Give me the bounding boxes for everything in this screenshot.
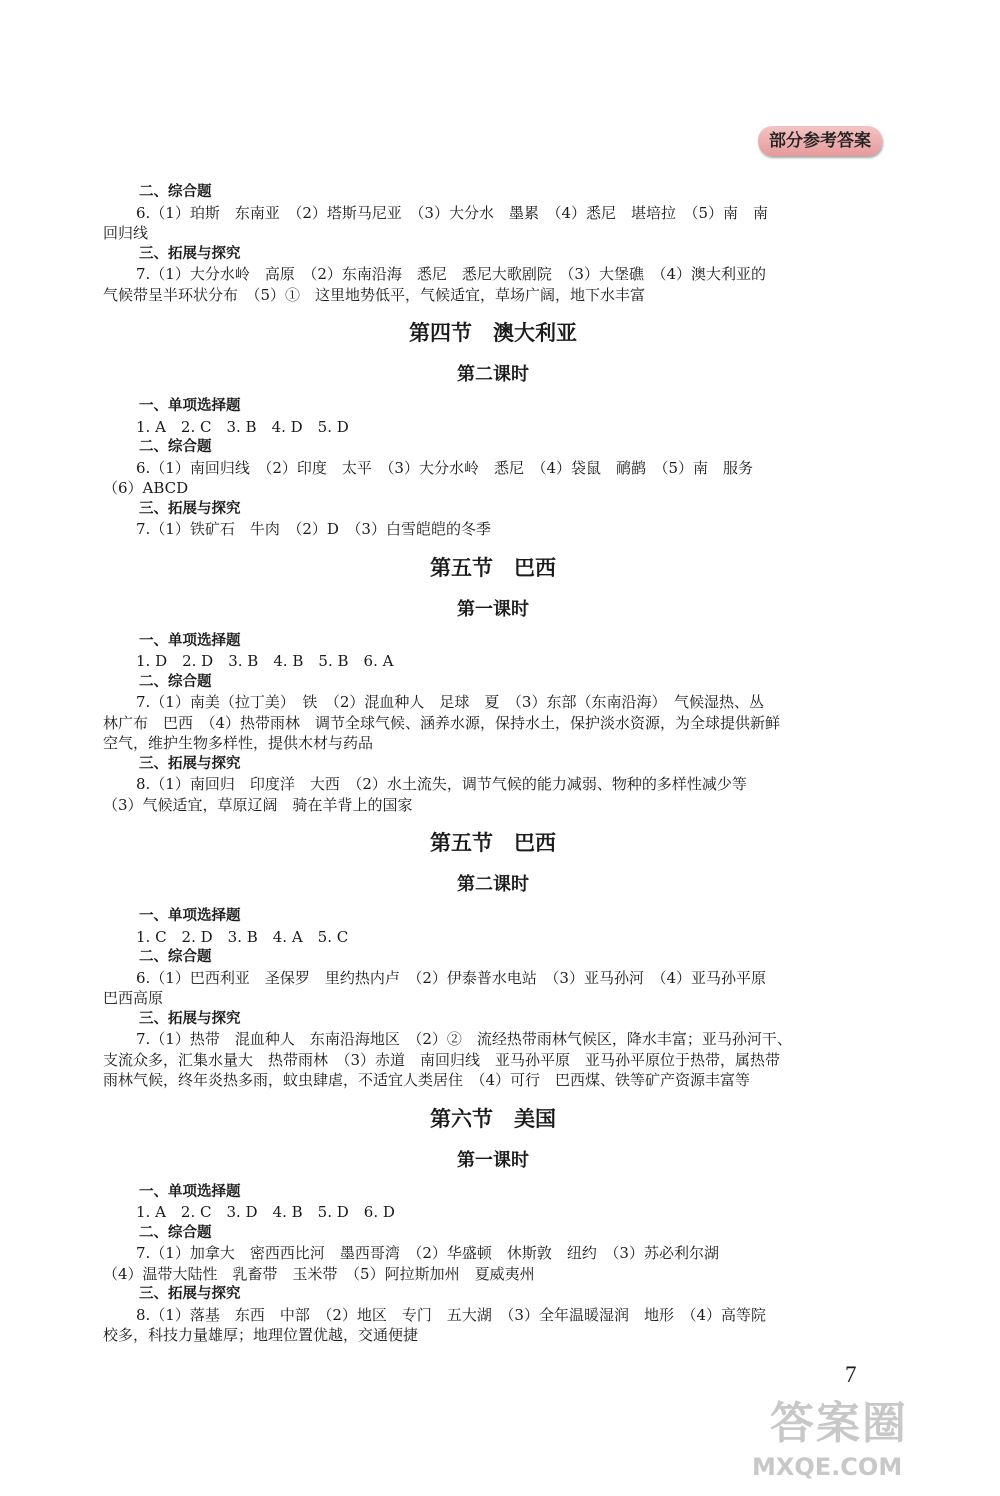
- lesson-title: 第二课时: [457, 874, 529, 895]
- answer-line: 林广布 巴西 （4）热带雨林 调节全球气候、涵养水源，保持水土，保护淡水资源，为全球提供新鲜: [103, 713, 781, 732]
- answer-line: 1. A 2. C 3. B 4. D 5. D: [136, 417, 349, 436]
- answer-line: 1. A 2. C 3. D 4. B 5. D 6. D: [136, 1203, 395, 1221]
- answer-line: 6.（1）珀斯 东南亚 （2）塔斯马尼亚 （3）大分水 墨累 （4）悉尼 堪培拉 （5）南 南: [136, 203, 769, 222]
- section-title: 第六节 美国: [430, 1106, 556, 1131]
- lesson-title: 第一课时: [457, 1149, 529, 1171]
- answer-line: 7.（1）大分水岭 高原 （2）东南沿海 悉尼 悉尼大歌剧院 （3）大堡礁 （4）澳大利亚的: [136, 265, 766, 283]
- answer-line: 6.（1）巴西利亚 圣保罗 里约热内卢 （2）伊泰普水电站 （3）亚马孙河 （4）亚马孙平原: [136, 968, 766, 987]
- question-type-heading: 二、综合题: [139, 949, 212, 965]
- answer-line: （3）气候适宜，草原辽阔 骑在羊背上的国家: [103, 795, 413, 814]
- spacer: [103, 540, 883, 554]
- spacer: [103, 815, 883, 829]
- answer-line: 巴西高原: [103, 989, 164, 1007]
- answer-line: 气候带呈半环状分布 （5）① 这里地势低平，气候适宜，草场广阔，地下水丰富: [103, 285, 646, 304]
- spacer: [103, 583, 883, 597]
- section-title: 第四节 澳大利亚: [409, 321, 577, 345]
- spacer: [103, 1091, 883, 1105]
- spacer: [103, 305, 883, 319]
- answer-line: 6.（1）南回归线 （2）印度 太平 （3）大分水岭 悉尼 （4）袋鼠 鸸鹋 （5）南 服务: [136, 458, 754, 477]
- question-type-heading: 一、单项选择题: [139, 398, 241, 414]
- spacer: [103, 898, 883, 906]
- answer-line: 8.（1）落基 东西 中部 （2）地区 专门 五大湖 （3）全年温暖湿润 地形 （4）高等院: [136, 1305, 766, 1324]
- section-title: 第五节 巴西: [430, 831, 556, 855]
- answer-line: （4）温带大陆性 乳畜带 玉米带 （5）阿拉斯加州 夏威夷州: [103, 1264, 535, 1283]
- question-type-heading: 三、拓展与探究: [139, 500, 241, 517]
- answer-line: 7.（1）加拿大 密西西比河 墨西哥湾 （2）华盛顿 休斯敦 纽约 （3）苏必利尔湖: [136, 1244, 719, 1262]
- answer-line: 7.（1）热带 混血种人 东南沿海地区 （2）② 流经热带雨林气候区，降水丰富；亚马孙河干、: [136, 1030, 792, 1048]
- answer-line: 8.（1）南回归 印度洋 大西 （2）水土流失，调节气候的能力减弱、物种的多样性减少等: [136, 775, 747, 793]
- spacer: [103, 1174, 883, 1182]
- intro-answers: [103, 182, 883, 305]
- question-type-heading: 二、综合题: [139, 184, 212, 200]
- watermark-url: MXQE.COM: [752, 1453, 903, 1481]
- answer-line: 1. D 2. D 3. B 4. B 5. B 6. A: [136, 652, 394, 670]
- watermark-logo: 答案圈: [770, 1398, 908, 1449]
- answer-line: （6）ABCD: [103, 479, 189, 497]
- question-type-heading: 一、单项选择题: [139, 1183, 241, 1200]
- answer-line: 回归线: [103, 224, 149, 242]
- answer-line: 7.（1）南美（拉丁美） 铁 （2）混血种人 足球 夏 （3）东部（东南沿海） 气候湿热、丛: [136, 693, 764, 711]
- section-title: 第五节 巴西: [430, 555, 556, 580]
- question-type-heading: 二、综合题: [139, 1224, 212, 1241]
- question-type-heading: 三、拓展与探究: [139, 245, 241, 262]
- answer-line: 1. C 2. D 3. B 4. A 5. C: [136, 927, 349, 946]
- answer-line: 支流众多，汇集水量大 热带雨林 （3）赤道 南回归线 亚马孙平原 亚马孙平原位于热带，属热带: [103, 1050, 781, 1069]
- spacer: [103, 858, 883, 872]
- spacer: [103, 388, 883, 396]
- page-number: 7: [845, 1362, 857, 1387]
- spacer: [103, 1134, 883, 1148]
- watermark: [752, 1396, 992, 1492]
- question-type-heading: 三、拓展与探究: [139, 1286, 241, 1302]
- question-type-heading: 二、综合题: [139, 673, 212, 690]
- answer-sections: [103, 305, 883, 1346]
- lesson-title: 第二课时: [457, 364, 529, 385]
- answer-content: [103, 182, 883, 1346]
- answer-line: 7.（1）铁矿石 牛肉 （2）D （3）白雪皑皑的冬季: [136, 520, 491, 538]
- lesson-title: 第一课时: [457, 598, 529, 620]
- question-type-heading: 一、单项选择题: [139, 632, 241, 649]
- question-type-heading: 二、综合题: [139, 439, 212, 455]
- section-badge: 部分参考答案: [758, 126, 882, 156]
- spacer: [103, 348, 883, 362]
- answer-line: 雨林气候，终年炎热多雨，蚊虫肆虐，不适宜人类居住 （4）可行 巴西煤、铁等矿产资源丰富等: [103, 1071, 751, 1089]
- answer-line: 空气，维护生物多样性，提供木材与药品: [103, 734, 374, 752]
- question-type-heading: 一、单项选择题: [139, 908, 241, 924]
- spacer: [103, 623, 883, 631]
- question-type-heading: 三、拓展与探究: [139, 755, 241, 772]
- answer-line: 校多，科技力量雄厚；地理位置优越，交通便捷: [103, 1326, 419, 1344]
- question-type-heading: 三、拓展与探究: [139, 1010, 241, 1027]
